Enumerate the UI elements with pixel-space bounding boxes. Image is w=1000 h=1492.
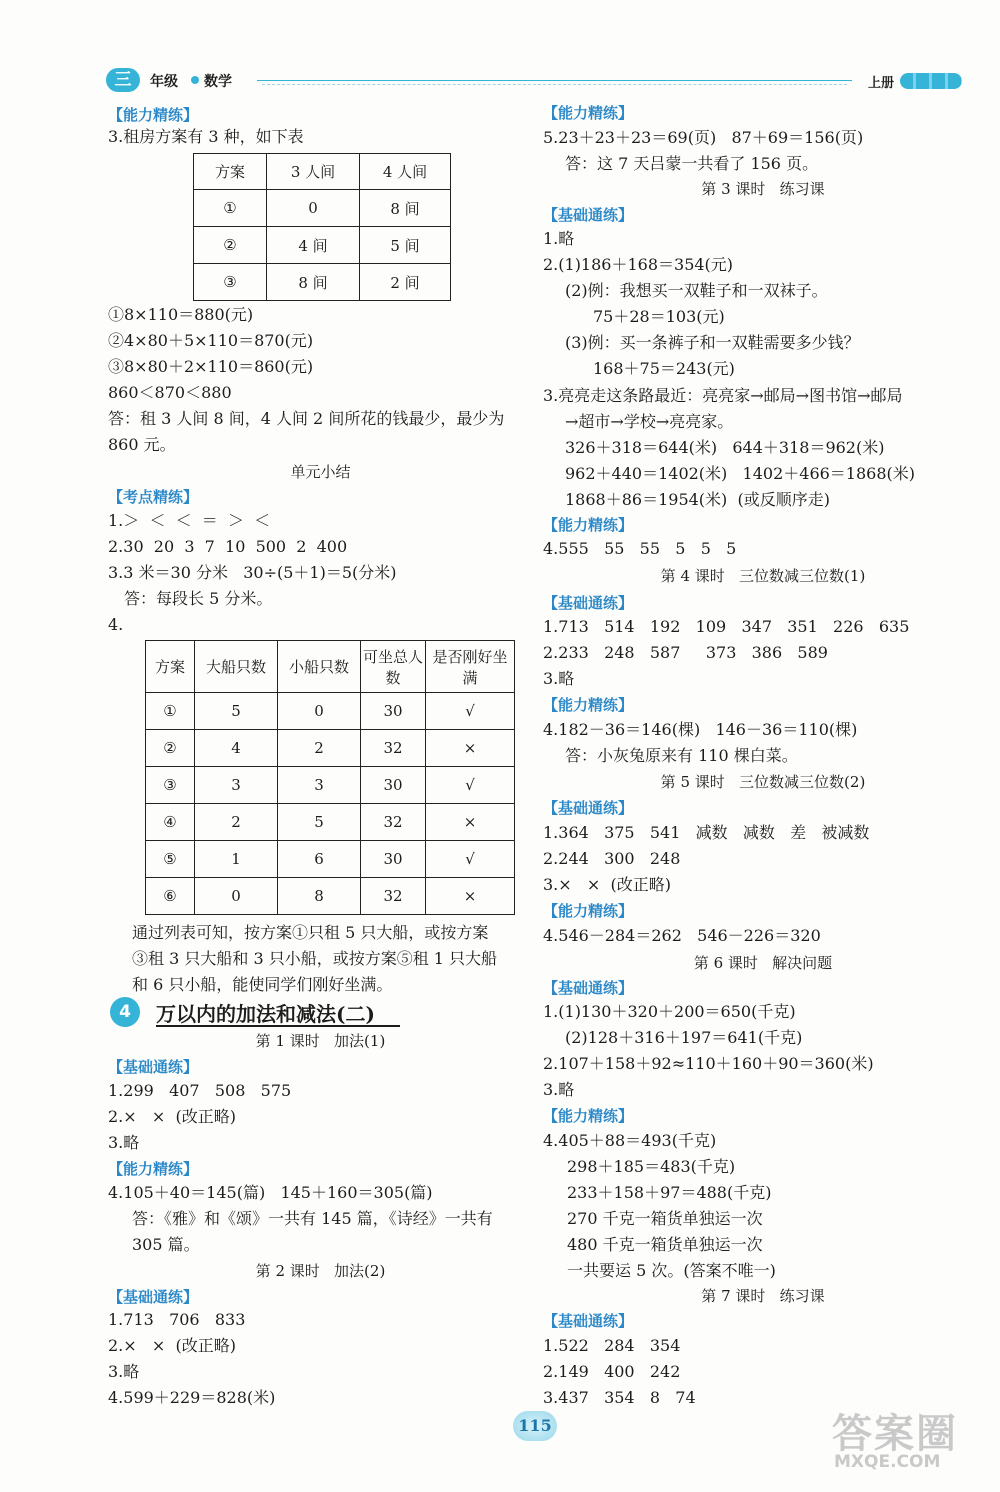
lesson-title: 第 3 课时 练习课 [701,180,825,198]
section-heading: 【能力精练】 [108,1160,199,1178]
answer-line: 2.149 400 242 [543,1362,681,1381]
answer-line: 3.略 [543,1080,575,1099]
table-cell: 3 [278,767,361,804]
answer-line: 3.亮亮走这条路最近：亮亮家→邮局→图书馆→邮局 [543,386,903,405]
answer-line: 270 千克一箱货单独运一次 [567,1209,763,1228]
table-header: 是否刚好坐满 [426,641,515,693]
table-cell: 1 [195,841,278,878]
answer-line: 1.713 706 833 [108,1310,246,1329]
answer-line: 1.299 407 508 575 [108,1081,292,1100]
paragraph-line: ③租 3 只大船和 3 只小船，或按方案⑤租 1 只大船 [132,949,498,968]
table-cell: ② [194,227,267,264]
table-cell: 32 [361,804,426,841]
section-heading: 【基础通练】 [543,799,634,817]
answer-line: 2.244 300 248 [543,849,681,868]
calc-line: ①8×110＝880(元) [108,305,254,324]
section-heading: 【能力精练】 [108,106,199,124]
page-number: 115 [513,1411,557,1441]
unit-title: 万以内的加法和减法(二) [156,1002,375,1026]
table-header: 3 人间 [267,154,360,190]
answer-line: 2.30 20 3 7 10 500 2 400 [108,537,348,556]
section-heading: 【基础通练】 [543,979,634,997]
watermark-sub: MXQE.COM [834,1452,941,1472]
answer-line: 233＋158＋97＝488(千克) [567,1183,772,1202]
watermark-main: 答案圈 [832,1411,958,1457]
table-cell: × [426,804,515,841]
answer-line: 2.(1)186＋168＝354(元) [543,255,734,274]
answer-line: 4.599＋229＝828(米) [108,1388,276,1407]
table-cell: 0 [278,693,361,730]
answer-line: 4.405＋88＝493(千克) [543,1131,717,1150]
table-row [146,841,515,878]
question-3: 3.租房方案有 3 种，如下表 [108,127,304,146]
answer-line: 答：《雅》和《颂》一共有 145 篇，《诗经》一共有 [132,1209,493,1228]
table-cell: 32 [361,730,426,767]
page-header [92,66,962,96]
answer-line: 2.107＋158＋92≈110＋160＋90＝360(米) [543,1054,874,1073]
table-cell: √ [426,841,515,878]
table-cell: 30 [361,841,426,878]
lesson-title: 第 7 课时 练习课 [701,1287,825,1305]
table-header: 方案 [146,641,195,693]
unit-summary-title: 单元小结 [290,463,351,481]
answer-line: →超市→学校→亮亮家。 [565,412,734,431]
unit-underline [156,1025,400,1027]
answer-line: 2.× × (改正略) [108,1336,236,1355]
table-header: 方案 [194,154,267,190]
table-cell: 5 [278,804,361,841]
section-heading: 【考点精练】 [108,488,199,506]
table-cell: 4 [195,730,278,767]
answer-line: 3.437 354 8 74 [543,1388,696,1407]
table-cell: × [426,878,515,915]
answer-line: 3.3 米＝30 分米 30÷(5＋1)＝5(分米) [108,563,397,582]
table-row [146,804,515,841]
table-cell: 4 间 [267,227,360,264]
section-heading: 【基础通练】 [543,206,634,224]
answer-line: 答：每段长 5 分米。 [124,589,273,608]
table-cell: ⑤ [146,841,195,878]
table-cell: 30 [361,693,426,730]
table-header: 4 人间 [360,154,451,190]
section-heading: 【基础通练】 [108,1288,199,1306]
rent-plan-table [193,153,451,301]
answer-line: 1.364 375 541 减数 减数 差 被减数 [543,823,870,842]
answer-line: 75＋28＝103(元) [593,307,725,326]
lesson-title: 第 6 课时 解决问题 [693,954,833,972]
table-row [194,264,451,301]
section-heading: 【能力精练】 [543,1107,634,1125]
answer-line: 1.713 514 192 109 347 351 226 635 [543,617,910,636]
table-row [146,767,515,804]
section-heading: 【基础通练】 [108,1058,199,1076]
grade-badge: 三 [106,68,140,92]
answer-line: 298＋185＝483(千克) [567,1157,736,1176]
answer-line: (2)例：我想买一双鞋子和一双袜子。 [565,281,828,300]
subject-label: 数学 [204,74,232,90]
grade-label: 年级 [150,74,178,90]
answer-line: 4.182－36＝146(棵) 146－36＝110(棵) [543,720,858,739]
lesson-title: 第 2 课时 加法(2) [255,1262,386,1280]
table-cell: 5 [195,693,278,730]
table-cell: √ [426,767,515,804]
table-header: 可坐总人数 [361,641,426,693]
volume-label: 上册 [867,76,894,91]
section-heading: 【能力精练】 [543,516,634,534]
table-cell: ③ [146,767,195,804]
answer-line: 1.522 284 354 [543,1336,681,1355]
section-heading: 【能力精练】 [543,902,634,920]
table-cell: ⑥ [146,878,195,915]
table-cell: √ [426,693,515,730]
table-row [146,878,515,915]
section-heading: 【基础通练】 [543,594,634,612]
table-header: 小船只数 [278,641,361,693]
table-cell: 6 [278,841,361,878]
section-heading: 【能力精练】 [543,696,634,714]
answer-line: 305 篇。 [132,1235,200,1254]
answer-line: 1.＞ ＜ ＜ ＝ ＞ ＜ [108,511,271,530]
dot-icon [191,76,199,84]
table-cell: 3 [195,767,278,804]
watermark-logo [832,1402,982,1482]
lesson-title: 第 4 课时 三位数减三位数(1) [660,567,866,585]
section-heading: 【基础通练】 [543,1312,634,1330]
answer-line: 4.105＋40＝145(篇) 145＋160＝305(篇) [108,1183,433,1202]
answer-line: 4.555 55 55 5 5 5 [543,539,737,558]
lesson-title: 第 5 课时 三位数减三位数(2) [660,773,866,791]
table-cell: 8 间 [267,264,360,301]
table-cell: 2 间 [360,264,451,301]
table-cell: 8 [278,878,361,915]
table-cell: ④ [146,804,195,841]
unit-number-badge: 4 [110,997,140,1027]
table-header: 大船只数 [195,641,278,693]
answer-line: 2.233 248 587 373 386 589 [543,643,828,662]
answer-line: 3.略 [108,1362,140,1381]
answer-line: 一共要运 5 次。(答案不唯一) [567,1261,776,1280]
table-cell: ② [146,730,195,767]
answer-line: 1.(1)130＋320＋200＝650(千克) [543,1002,796,1021]
answer-line: 2.× × (改正略) [108,1107,236,1126]
table-cell: 32 [361,878,426,915]
answer-line: 3.× × (改正略) [543,875,671,894]
answer-line: 860 元。 [108,435,176,454]
table-cell: ① [146,693,195,730]
boat-plan-table [145,640,515,915]
calc-line: ③8×80＋2×110＝860(元) [108,357,314,376]
table-cell: 8 间 [360,190,451,227]
header-rule-dashed [262,84,847,85]
lesson-title: 第 1 课时 加法(1) [255,1032,386,1050]
header-decoration [900,73,962,89]
table-cell: ① [194,190,267,227]
table-cell: 0 [195,878,278,915]
answer-line: 480 千克一箱货单独运一次 [567,1235,763,1254]
answer-line: 168＋75＝243(元) [593,359,735,378]
table-cell: × [426,730,515,767]
answer-line: (3)例：买一条裤子和一双鞋需要多少钱？ [565,333,860,352]
answer-line: 1868＋86＝1954(米) (或反顺序走) [565,490,830,509]
table-cell: 5 间 [360,227,451,264]
answer-line: 答：这 7 天吕蒙一共看了 156 页。 [565,154,819,173]
table-cell: ③ [194,264,267,301]
section-heading: 【能力精练】 [543,104,634,122]
table-cell: 2 [278,730,361,767]
compare-line: 860＜870＜880 [108,383,232,402]
answer-line: 3.略 [543,669,575,688]
paragraph-line: 和 6 只小船，能使同学们刚好坐满。 [132,975,393,994]
unit-heading [110,995,400,1027]
table-row [194,227,451,264]
table-cell: 0 [267,190,360,227]
answer-line: 3.略 [108,1133,140,1152]
answer-line: 326＋318＝644(米) 644＋318＝962(米) [565,438,885,457]
calc-line: ②4×80＋5×110＝870(元) [108,331,314,350]
header-rule [257,80,852,81]
answer-line: 5.23＋23＋23＝69(页) 87＋69＝156(页) [543,128,864,147]
paragraph-line: 通过列表可知，按方案①只租 5 只大船，或按方案 [132,923,489,942]
answer-line: 答：租 3 人间 8 间，4 人间 2 间所花的钱最少，最少为 [108,409,505,428]
answer-line: (2)128＋316＋197＝641(千克) [565,1028,803,1047]
answer-line: 答：小灰兔原来有 110 棵白菜。 [565,746,798,765]
answer-line: 1.略 [543,229,575,248]
table-cell: 30 [361,767,426,804]
table-row [146,730,515,767]
answer-line: 4.546－284＝262 546－226＝320 [543,926,821,945]
question-4: 4. [108,615,124,634]
table-row [194,190,451,227]
answer-line: 962＋440＝1402(米) 1402＋466＝1868(米) [565,464,916,483]
table-row [146,693,515,730]
table-cell: 2 [195,804,278,841]
